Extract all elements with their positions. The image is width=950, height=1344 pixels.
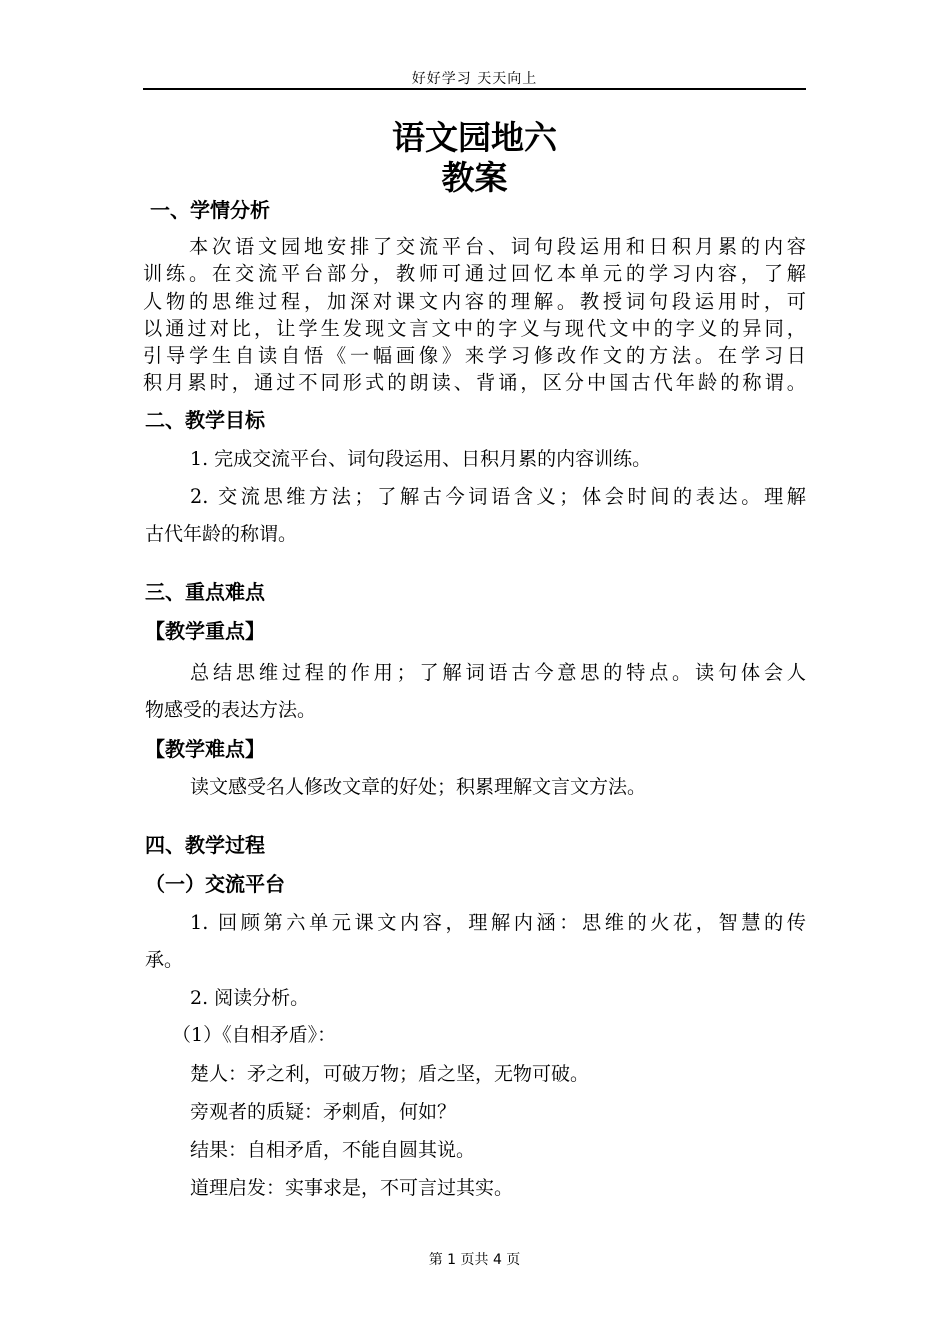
goal-item-1: 1. 完成交流平台、词句段运用、日积月累的内容训练。	[190, 448, 652, 470]
difficulties-text: 读文感受名人修改文章的好处；积累理解文言文方法。	[190, 776, 647, 798]
section-heading-goals: 二、教学目标	[145, 408, 265, 432]
paragraph-line: 本次语文园地安排了交流平台、词句段运用和日积月累的内容	[189, 235, 806, 258]
story-line: 楚人：矛之利，可破万物；盾之坚，无物可破。	[190, 1063, 590, 1085]
key-points-label: 【教学重点】	[145, 619, 265, 643]
process-item-1-continued: 承。	[145, 949, 184, 971]
goal-item-2-continued: 古代年龄的称谓。	[145, 523, 298, 545]
process-item-2: 2. 阅读分析。	[190, 987, 310, 1009]
key-points-text-continued: 物感受的表达方法。	[145, 699, 317, 721]
paragraph-line: 总结思维过程的作用；了解词语古今意思的特点。读句体会人	[190, 661, 806, 684]
analysis-paragraph	[143, 233, 806, 397]
paragraph-line: 训练。在交流平台部分，教师可通过回忆本单元的学习内容，了解	[143, 262, 806, 286]
section-heading-analysis: 一、学情分析	[150, 198, 270, 222]
section-heading-key-points: 三、重点难点	[145, 580, 265, 604]
paragraph-line: 人物的思维过程，加深对课文内容的理解。教授词句段运用时，可	[143, 289, 806, 313]
process-item-2-sub: （1）《自相矛盾》：	[172, 1024, 337, 1046]
document-title: 语文园地六	[392, 118, 557, 157]
story-line: 结果：自相矛盾，不能自圆其说。	[190, 1139, 476, 1161]
section-heading-process: 四、教学过程	[145, 833, 265, 857]
paragraph-line: 以通过对比，让学生发现文言文中的字义与现代文中的字义的异同，	[143, 316, 806, 340]
document-subtitle: 教案	[441, 158, 508, 197]
subsection-heading-exchange: （一）交流平台	[145, 872, 285, 896]
header-divider	[143, 88, 806, 90]
paragraph-line: 2. 交流思维方法；了解古今词语含义；体会时间的表达。理解	[190, 485, 806, 508]
page-footer: 第 1 页共 4 页	[428, 1252, 521, 1268]
paragraph-line: 积月累时，通过不同形式的朗读、背诵，区分中国古代年龄的称谓。	[143, 371, 806, 395]
paragraph-line: 1. 回顾第六单元课文内容，理解内涵：思维的火花，智慧的传	[190, 911, 806, 934]
goal-item-2	[143, 483, 806, 510]
paragraph-line: 引导学生自读自悟《一幅画像》来学习修改作文的方法。在学习日	[143, 344, 806, 368]
key-points-text	[143, 659, 806, 686]
process-item-1	[143, 909, 806, 936]
story-line: 旁观者的质疑：矛刺盾，何如？	[190, 1101, 457, 1123]
difficulties-label: 【教学难点】	[145, 737, 265, 761]
story-line: 道理启发：实事求是，不可言过其实。	[190, 1177, 514, 1199]
page-header: 好好学习 天天向上	[411, 71, 538, 87]
